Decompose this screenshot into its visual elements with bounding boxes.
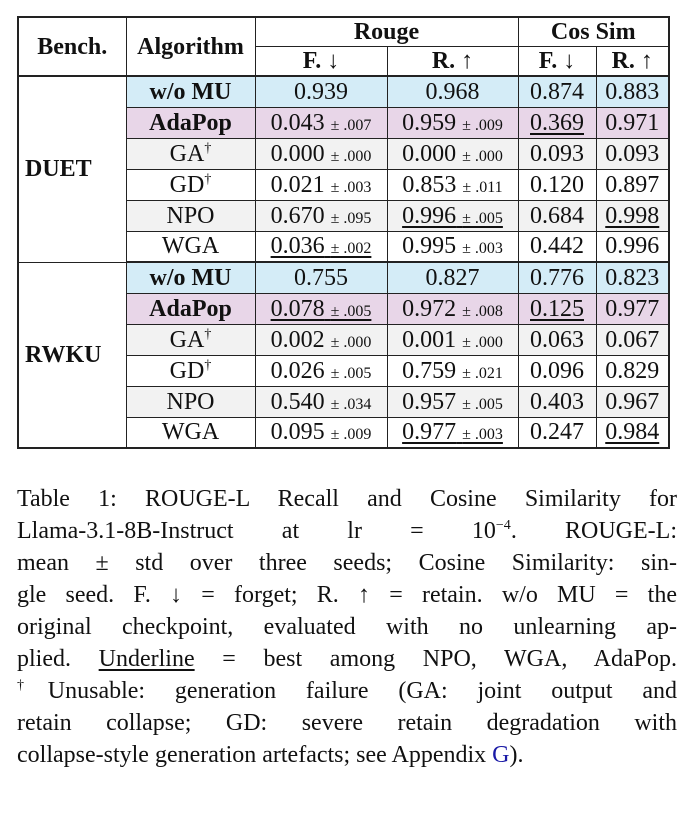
table-caption	[17, 483, 677, 771]
rouge-retain-value-group	[402, 389, 503, 415]
rouge-forget-std: ± .000	[330, 333, 372, 351]
caption-line	[17, 515, 677, 547]
caption-line	[17, 707, 677, 739]
cossim-retain-value: 0.996	[605, 233, 660, 260]
dagger-mark: †	[204, 326, 212, 342]
rouge-forget-cell	[255, 324, 387, 355]
rouge-retain-std: ± .003	[462, 240, 503, 258]
rouge-retain-value-group	[426, 265, 480, 291]
rouge-retain-mean: 0.853	[402, 171, 457, 198]
cossim-retain-value: 0.823	[605, 264, 660, 291]
rouge-retain-std: ± .000	[462, 333, 503, 351]
rouge-forget-std: ± .000	[330, 147, 372, 165]
rouge-forget-value-group	[271, 203, 372, 229]
header-algorithm: Algorithm	[126, 17, 255, 76]
rouge-forget-cell	[255, 417, 387, 448]
cossim-retain-cell	[596, 231, 669, 262]
cossim-retain-value: 0.971	[605, 109, 660, 136]
rouge-retain-cell	[387, 138, 518, 169]
table-body	[18, 76, 669, 448]
caption-line	[17, 483, 677, 515]
rouge-retain-std: ± .005	[462, 395, 503, 413]
header-rouge-forget: F. ↓	[255, 47, 387, 77]
cossim-forget-value: 0.369	[530, 109, 584, 136]
caption-line	[17, 579, 677, 611]
rouge-forget-value-group	[271, 358, 372, 384]
cossim-forget-cell	[518, 386, 596, 417]
rouge-forget-value-group	[294, 265, 348, 291]
rouge-forget-cell	[255, 293, 387, 324]
caption-line	[17, 675, 677, 707]
cossim-forget-value: 0.403	[530, 388, 584, 415]
algorithm-cell	[126, 417, 255, 448]
algorithm-cell	[126, 138, 255, 169]
rouge-retain-cell	[387, 231, 518, 262]
rouge-retain-cell	[387, 76, 518, 107]
caption-exponent: −4	[495, 518, 511, 533]
rouge-retain-cell	[387, 169, 518, 200]
algorithm-name: GA	[169, 326, 205, 353]
caption-line	[17, 739, 677, 771]
rouge-retain-mean: 0.977	[402, 419, 457, 446]
rouge-forget-mean: 0.002	[270, 326, 325, 353]
rouge-retain-cell	[387, 200, 518, 231]
algorithm-name: GA	[169, 140, 205, 167]
cossim-retain-value: 0.998	[605, 202, 660, 229]
table-row	[18, 76, 669, 107]
algorithm-name: GD	[169, 357, 205, 384]
rouge-forget-cell	[255, 138, 387, 169]
rouge-forget-cell	[255, 76, 387, 107]
cossim-retain-cell	[596, 293, 669, 324]
cossim-forget-cell	[518, 231, 596, 262]
cossim-retain-cell	[596, 355, 669, 386]
rouge-forget-mean: 0.540	[270, 388, 325, 415]
rouge-forget-mean: 0.000	[270, 140, 325, 167]
rouge-retain-cell	[387, 324, 518, 355]
algorithm-name: AdaPop	[149, 109, 232, 136]
cossim-retain-cell	[596, 107, 669, 138]
rouge-forget-std: ± .002	[330, 240, 372, 258]
cossim-retain-cell	[596, 138, 669, 169]
rouge-forget-mean: 0.078	[270, 295, 325, 322]
algorithm-name: WGA	[161, 233, 220, 260]
cossim-retain-value: 0.093	[605, 140, 660, 167]
cossim-retain-value: 0.883	[605, 78, 660, 105]
caption-text: collapse-style generation artefacts; see Appendix	[17, 742, 493, 768]
rouge-forget-value-group	[271, 419, 372, 445]
cossim-retain-cell	[596, 386, 669, 417]
cossim-retain-cell	[596, 324, 669, 355]
rouge-forget-cell	[255, 262, 387, 293]
rouge-retain-mean: 0.972	[402, 295, 457, 322]
rouge-forget-mean: 0.670	[270, 202, 325, 229]
algorithm-cell	[126, 169, 255, 200]
rouge-forget-value-group	[294, 79, 348, 105]
rouge-retain-std: ± .021	[462, 364, 503, 382]
rouge-forget-std: ± .095	[330, 209, 372, 227]
rouge-forget-cell	[255, 386, 387, 417]
rouge-forget-mean: 0.021	[270, 171, 325, 198]
rouge-retain-std: ± .000	[462, 147, 503, 165]
rouge-retain-std: ± .009	[462, 116, 503, 134]
algorithm-name: w/o MU	[149, 78, 232, 105]
rouge-forget-cell	[255, 169, 387, 200]
dagger-mark: †	[204, 357, 212, 373]
rouge-retain-mean: 0.957	[402, 388, 457, 415]
header-bench: Bench.	[18, 17, 126, 76]
cossim-retain-value: 0.067	[605, 326, 660, 353]
rouge-retain-mean: 0.001	[402, 326, 457, 353]
cossim-retain-value: 0.984	[605, 419, 660, 446]
rouge-retain-cell	[387, 417, 518, 448]
algorithm-cell	[126, 324, 255, 355]
rouge-retain-mean: 0.995	[402, 233, 457, 260]
rouge-retain-std: ± .003	[462, 426, 503, 444]
caption-text: ).	[509, 742, 524, 768]
caption-text: Llama-3.1-8B-Instruct at lr = 10	[17, 518, 496, 544]
rouge-retain-cell	[387, 262, 518, 293]
cossim-forget-value: 0.247	[530, 419, 584, 446]
rouge-retain-std: ± .005	[462, 209, 503, 227]
rouge-retain-std: ± .008	[462, 302, 503, 320]
rouge-forget-mean: 0.939	[294, 78, 348, 105]
cossim-forget-cell	[518, 107, 596, 138]
rouge-forget-value-group	[271, 172, 372, 198]
rouge-retain-std: ± .011	[462, 178, 503, 196]
rouge-forget-value-group	[271, 141, 372, 167]
rouge-retain-mean: 0.827	[425, 264, 480, 291]
algorithm-cell	[126, 231, 255, 262]
rouge-retain-value-group	[402, 203, 503, 229]
cossim-retain-value: 0.977	[605, 295, 660, 322]
algorithm-cell	[126, 76, 255, 107]
table-row	[18, 262, 669, 293]
rouge-retain-value-group	[402, 296, 503, 322]
rouge-retain-mean: 0.996	[402, 202, 457, 229]
cossim-forget-value: 0.120	[530, 171, 584, 198]
rouge-retain-cell	[387, 355, 518, 386]
rouge-retain-value-group	[426, 79, 480, 105]
rouge-forget-mean: 0.095	[270, 419, 325, 446]
rouge-forget-value-group	[271, 389, 372, 415]
caption-text: gle seed. F. ↓ = forget; R. ↑ = retain. w/o MU = the	[17, 582, 677, 608]
rouge-forget-std: ± .005	[330, 302, 372, 320]
rouge-retain-value-group	[402, 327, 503, 353]
cossim-retain-cell	[596, 76, 669, 107]
cossim-forget-value: 0.684	[530, 202, 584, 229]
cossim-retain-value: 0.897	[605, 171, 660, 198]
rouge-retain-cell	[387, 293, 518, 324]
algorithm-cell	[126, 355, 255, 386]
cossim-forget-value: 0.063	[530, 326, 584, 353]
dagger-mark: †	[17, 678, 48, 693]
rouge-forget-std: ± .005	[330, 364, 372, 382]
cossim-forget-cell	[518, 293, 596, 324]
algorithm-cell	[126, 200, 255, 231]
rouge-retain-cell	[387, 386, 518, 417]
results-table	[17, 16, 670, 449]
dagger-mark: †	[204, 171, 212, 187]
cossim-forget-value: 0.442	[530, 233, 584, 260]
header-cossim: Cos Sim	[518, 17, 669, 47]
cossim-retain-cell	[596, 169, 669, 200]
cossim-retain-cell	[596, 200, 669, 231]
header-rouge: Rouge	[255, 17, 518, 47]
cossim-forget-value: 0.093	[530, 140, 584, 167]
rouge-forget-value-group	[271, 296, 372, 322]
rouge-forget-cell	[255, 355, 387, 386]
cossim-forget-cell	[518, 76, 596, 107]
rouge-forget-std: ± .003	[330, 178, 372, 196]
caption-text: plied.	[17, 646, 99, 672]
rouge-retain-value-group	[402, 419, 503, 445]
rouge-retain-mean: 0.759	[402, 357, 457, 384]
caption-text: . ROUGE-L:	[510, 518, 677, 544]
rouge-retain-value-group	[402, 233, 503, 259]
rouge-forget-cell	[255, 231, 387, 262]
rouge-forget-std: ± .009	[330, 426, 372, 444]
rouge-forget-std: ± .034	[330, 395, 372, 413]
cossim-retain-cell	[596, 417, 669, 448]
rouge-retain-mean: 0.959	[402, 109, 457, 136]
cossim-forget-value: 0.776	[530, 264, 584, 291]
algorithm-cell	[126, 386, 255, 417]
caption-text: Unusable: generation failure (GA: joint output and	[47, 678, 677, 704]
dagger-mark: †	[204, 140, 212, 156]
cossim-forget-value: 0.125	[530, 295, 584, 322]
bench-name: DUET	[18, 76, 126, 262]
rouge-forget-value-group	[271, 233, 372, 259]
appendix-link[interactable]: G	[492, 742, 510, 768]
caption-text: = best among NPO, WGA, AdaPop.	[194, 646, 677, 672]
algorithm-name: w/o MU	[149, 264, 232, 291]
rouge-forget-std: ± .007	[330, 116, 372, 134]
caption-line	[17, 611, 677, 643]
rouge-retain-mean: 0.968	[425, 78, 480, 105]
cossim-forget-cell	[518, 324, 596, 355]
caption-text: Table 1: ROUGE-L Recall and Cosine Similarity for	[17, 486, 677, 512]
caption-text: mean ± std over three seeds; Cosine Similarity: sin-	[17, 550, 677, 576]
algorithm-name: AdaPop	[149, 295, 232, 322]
cossim-retain-value: 0.967	[605, 388, 660, 415]
caption-text: retain collapse; GD: severe retain degradation with	[17, 710, 677, 736]
rouge-forget-value-group	[271, 327, 372, 353]
rouge-retain-value-group	[402, 141, 503, 167]
caption-text: original checkpoint, evaluated with no unlearning ap-	[17, 614, 677, 640]
header-cossim-retain: R. ↑	[596, 47, 669, 77]
rouge-retain-value-group	[402, 110, 503, 136]
bench-name: RWKU	[18, 262, 126, 448]
cossim-forget-cell	[518, 262, 596, 293]
rouge-forget-mean: 0.026	[270, 357, 325, 384]
algorithm-name: NPO	[166, 202, 215, 229]
algorithm-cell	[126, 293, 255, 324]
rouge-forget-cell	[255, 107, 387, 138]
cossim-retain-value: 0.829	[605, 357, 660, 384]
rouge-retain-mean: 0.000	[402, 140, 457, 167]
algorithm-cell	[126, 262, 255, 293]
rouge-forget-value-group	[271, 110, 372, 136]
rouge-forget-mean: 0.043	[270, 109, 325, 136]
cossim-forget-cell	[518, 200, 596, 231]
algorithm-name: WGA	[161, 419, 220, 446]
cossim-forget-value: 0.874	[530, 78, 584, 105]
cossim-forget-cell	[518, 169, 596, 200]
cossim-forget-cell	[518, 417, 596, 448]
rouge-retain-value-group	[402, 358, 503, 384]
rouge-retain-value-group	[402, 172, 502, 198]
cossim-forget-cell	[518, 355, 596, 386]
rouge-forget-mean: 0.755	[294, 264, 348, 291]
algorithm-cell	[126, 107, 255, 138]
cossim-forget-value: 0.096	[530, 357, 584, 384]
rouge-retain-cell	[387, 107, 518, 138]
header-cossim-forget: F. ↓	[518, 47, 596, 77]
rouge-forget-mean: 0.036	[270, 233, 325, 260]
header-rouge-retain: R. ↑	[387, 47, 518, 77]
cossim-forget-cell	[518, 138, 596, 169]
caption-underline-word: Underline	[98, 646, 195, 672]
algorithm-name: GD	[169, 171, 205, 198]
cossim-retain-cell	[596, 262, 669, 293]
caption-line	[17, 547, 677, 579]
rouge-forget-cell	[255, 200, 387, 231]
caption-line	[17, 643, 677, 675]
algorithm-name: NPO	[166, 388, 215, 415]
